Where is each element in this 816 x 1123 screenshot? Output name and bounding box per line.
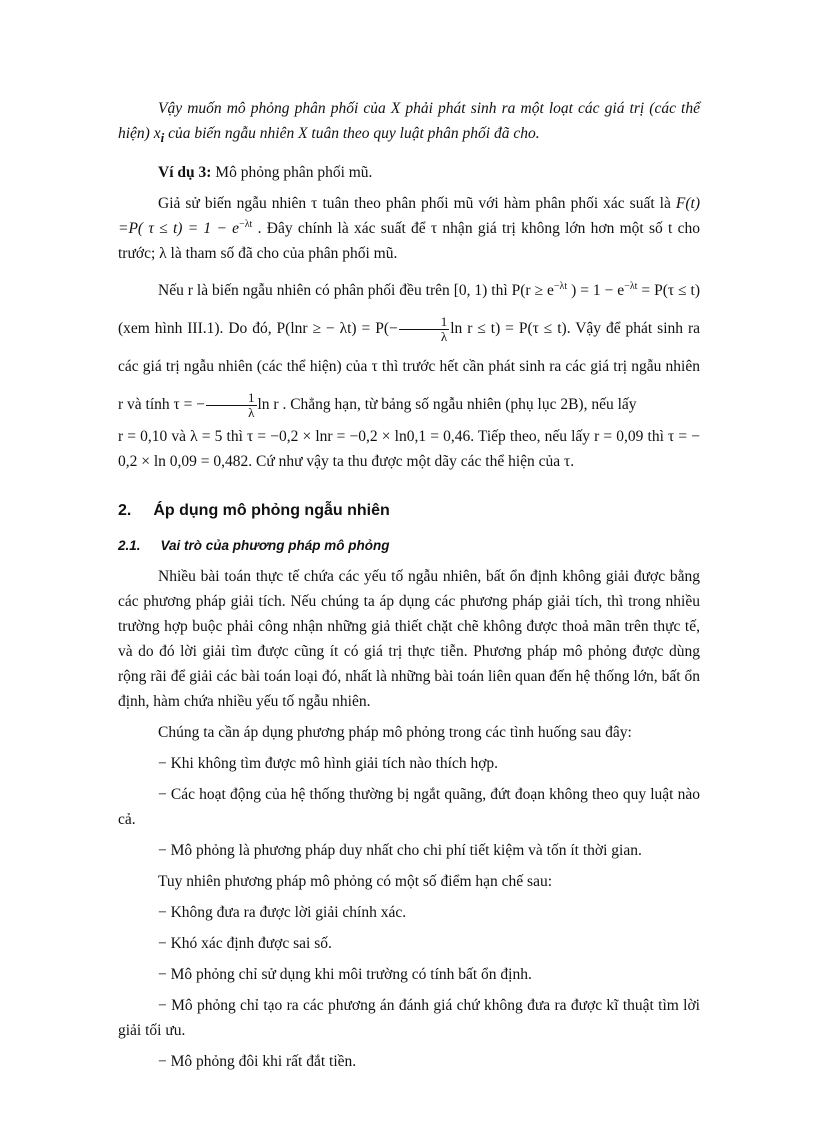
fraction: $\frac{1}{\lambda}$	[206, 391, 257, 420]
paragraph-1: Giả sử biến ngẫu nhiên τ tuân theo phân phối mũ với hàm phân phối xác suất là F(t) =P( $\tau \le t) = 1 - e^{-\lambda t}$ . Đây chính là xác suất để τ nhận giá trị không lớn hơn một số t cho trước; λ là tham số đã cho của phân phối mũ.	[118, 195, 700, 263]
list-item: − Mô phỏng chỉ sử dụng khi môi trường có tính bất ổn định.	[158, 966, 532, 984]
fraction: $\frac{1}{\lambda}$	[399, 315, 450, 344]
example-heading: Ví dụ 3: Mô phỏng phân phối mũ.	[158, 164, 373, 182]
list-item: − Khi không tìm được mô hình giải tích nào thích hợp.	[158, 755, 499, 773]
list-item: − Không đưa ra được lời giải chính xác.	[158, 904, 407, 922]
list-item: − Mô phỏng là phương pháp duy nhất cho chi phí tiết kiệm và tốn ít thời gian.	[158, 842, 642, 860]
paragraph-4: Nhiều bài toán thực tế chứa các yếu tố ngẫu nhiên, bất ổn định không giải được bằng các phương pháp giải tích. Nếu chúng ta áp dụng các phương pháp giải tích, thì trong nhiều trường hợp buộc phải công nhận những giả thiết chặt chẽ không được thoả mãn trên thực tế, và do đó lời giải tìm được cũng ít có giá trị thực tiễn. Phương pháp mô phỏng được dùng rộng rãi để giải các bài toán loại đó, nhất là những bài toán liên quan đến hệ thống lớn, bất ổn định, hàm chứa nhiều yếu tố ngẫu nhiên.	[118, 568, 700, 711]
paragraph-2: Nếu r là biến ngẫu nhiên có phân phối đều trên [0, 1) thì $P(r \ge e^{-\lambda t}$ ) = $1 - e^{-\lambda t} = P(\tau \le t)$ (xem hình III.1). Do đó, P(lnr ≥ − λt) = P(− $\frac{1}{\lambda}$ ln r ≤ t) = P(τ ≤ t). Vậy để phát sinh ra các giá trị ngẫu nhiên (các thể hiện) của τ thì trước hết cần phát sinh ra các giá trị ngẫu nhiên r và tính τ = − $\frac{1}{\lambda}$ ln r . Chẳng hạn, từ bảng số ngẫu nhiên (phụ lục 2B), nếu lấy	[118, 280, 701, 421]
paragraph-3: r = 0,10 và λ = 5 thì τ = −0,2 × lnr = −0,2 × ln0,1 = 0,46. Tiếp theo, nếu lấy r = 0,09 thì τ = − 0,2 × ln 0,09 = 0,482. Cứ như vậy ta thu được một dãy các thể hiện của τ.	[118, 428, 700, 471]
section-heading: 2. Áp dụng mô phỏng ngẫu nhiên	[118, 502, 390, 520]
document-page	[118, 96, 700, 1074]
paragraph-5: Chúng ta cần áp dụng phương pháp mô phỏng trong các tình huống sau đây:	[158, 724, 632, 742]
intro-paragraph: Vậy muốn mô phỏng phân phối của X phải phát sinh ra một loạt các giá trị (các thể hiện) $x_i$ của biến ngẫu nhiên X tuân theo quy luật phân phối đã cho.	[118, 100, 700, 146]
paragraph-6: Tuy nhiên phương pháp mô phỏng có một số điểm hạn chế sau:	[158, 873, 553, 891]
list-item: − Mô phỏng đôi khi rất đắt tiền.	[158, 1053, 357, 1071]
list-item: − Các hoạt động của hệ thống thường bị ngắt quãng, đứt đoạn không theo quy luật nào cả.	[118, 786, 700, 829]
subsection-heading: 2.1. Vai trò của phương pháp mô phỏng	[118, 538, 390, 554]
list-item: − Khó xác định được sai số.	[158, 935, 332, 953]
list-item: − Mô phỏng chỉ tạo ra các phương án đánh giá chứ không đưa ra được kĩ thuật tìm lời giải tối ưu.	[118, 997, 700, 1040]
